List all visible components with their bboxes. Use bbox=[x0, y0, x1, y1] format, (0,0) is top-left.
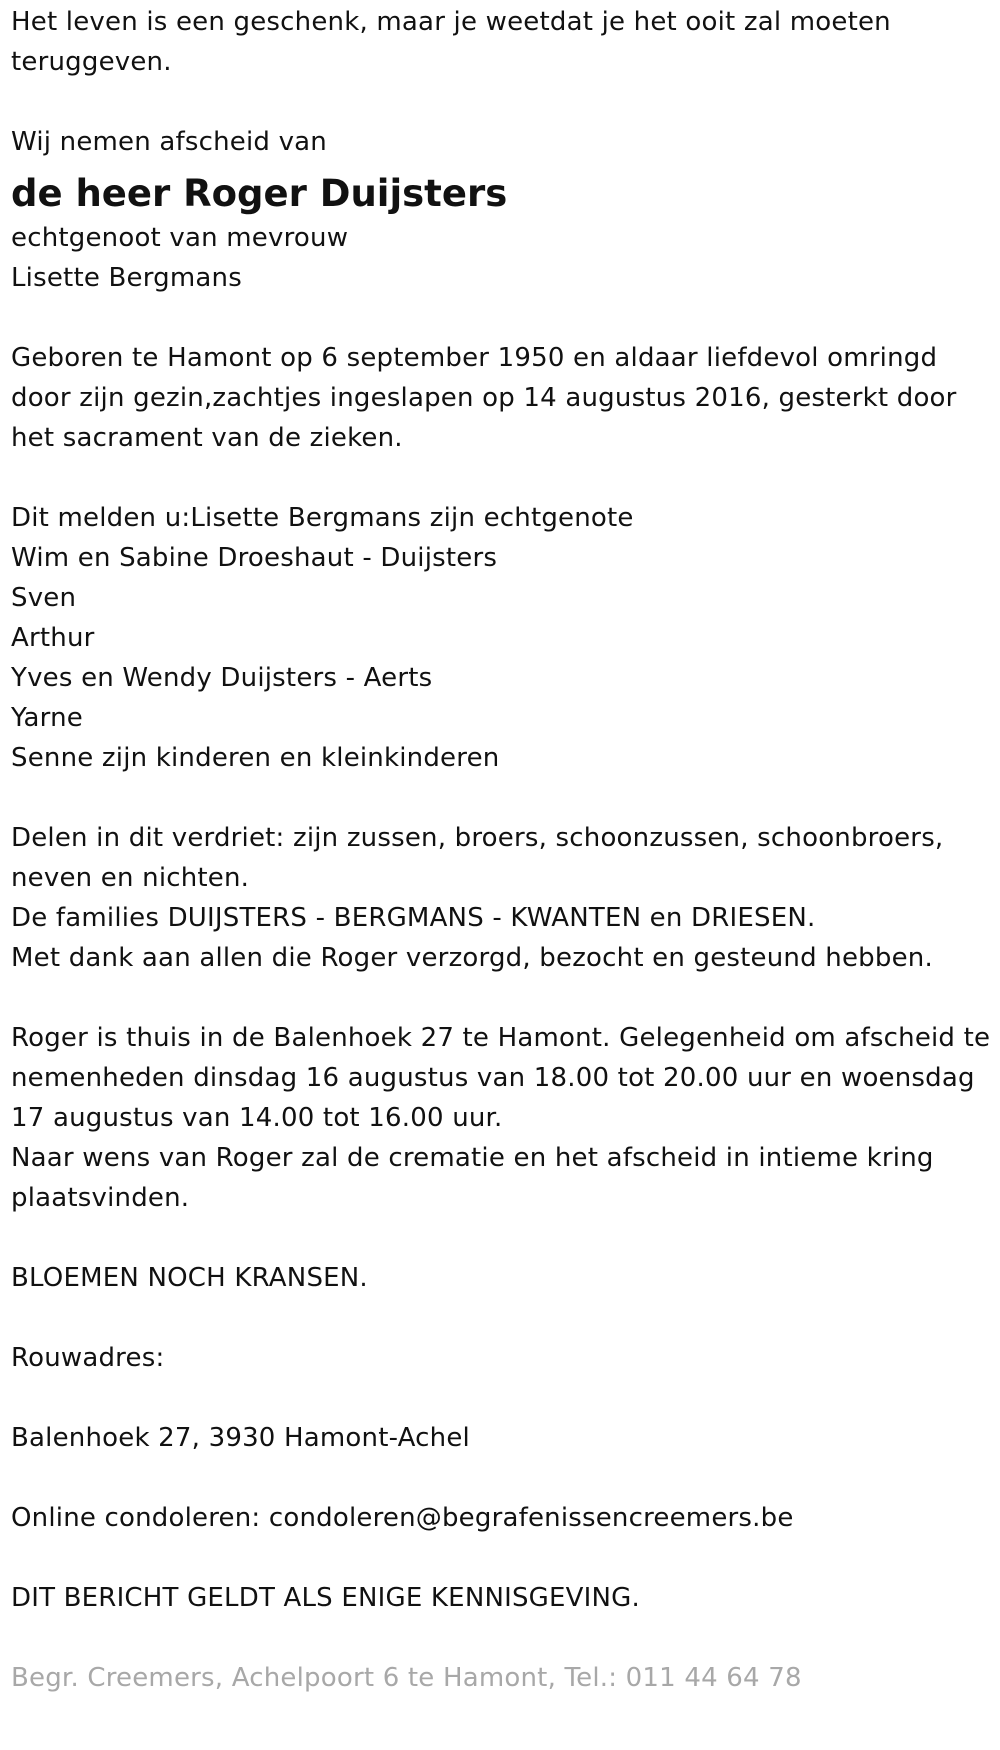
birth-death-line-2: door zijn gezin,zachtjes ingeslapen op 14 augustus 2016, gesterkt door bbox=[11, 383, 957, 413]
spacer bbox=[11, 1458, 1000, 1498]
birth-death-line-1: Geboren te Hamont op 6 september 1950 en aldaar liefdevol omringd bbox=[11, 343, 938, 373]
family-line: Senne zijn kinderen en kleinkinderen bbox=[11, 743, 500, 773]
funeral-home-footer: Begr. Creemers, Achelpoort 6 te Hamont, Tel.: 011 44 64 78 bbox=[11, 1663, 802, 1693]
family-line: Yves en Wendy Duijsters - Aerts bbox=[11, 663, 433, 693]
visitation-line-4: Naar wens van Roger zal de crematie en het afscheid in intieme kring bbox=[11, 1143, 934, 1173]
family-line: Yarne bbox=[11, 703, 83, 733]
spacer bbox=[11, 1618, 1000, 1658]
spouse-line-2: Lisette Bergmans bbox=[11, 263, 242, 293]
family-line: Arthur bbox=[11, 623, 95, 653]
sharing-line-4: Met dank aan allen die Roger verzorgd, bezocht en gesteund hebben. bbox=[11, 943, 933, 973]
quote-line-2: teruggeven. bbox=[11, 47, 172, 77]
spacer bbox=[11, 298, 1000, 338]
family-line: Dit melden u:Lisette Bergmans zijn echtgenote bbox=[11, 503, 634, 533]
online-condolences: Online condoleren: condoleren@begrafenissencreemers.be bbox=[11, 1503, 794, 1533]
family-line: Wim en Sabine Droeshaut - Duijsters bbox=[11, 543, 498, 573]
spacer bbox=[11, 458, 1000, 498]
visitation-line-5: plaatsvinden. bbox=[11, 1183, 190, 1213]
spacer bbox=[11, 1298, 1000, 1338]
quote-line-1: Het leven is een geschenk, maar je weetdat je het ooit zal moeten bbox=[11, 7, 891, 37]
farewell-text: Wij nemen afscheid van bbox=[11, 127, 327, 157]
spouse-line-1: echtgenoot van mevrouw bbox=[11, 223, 349, 253]
spacer bbox=[11, 778, 1000, 818]
sharing-line-3: De families DUIJSTERS - BERGMANS - KWANTEN en DRIESEN. bbox=[11, 903, 816, 933]
visitation-line-3: 17 augustus van 14.00 tot 16.00 uur. bbox=[11, 1103, 503, 1133]
spacer bbox=[11, 82, 1000, 122]
visitation-line-1: Roger is thuis in de Balenhoek 27 te Hamont. Gelegenheid om afscheid te bbox=[11, 1023, 991, 1053]
spacer bbox=[11, 1378, 1000, 1418]
birth-death-line-3: het sacrament van de zieken. bbox=[11, 423, 403, 453]
spacer bbox=[11, 1218, 1000, 1258]
spacer bbox=[11, 1538, 1000, 1578]
family-line: Sven bbox=[11, 583, 77, 613]
mourning-address-label: Rouwadres: bbox=[11, 1343, 165, 1373]
mourning-address: Balenhoek 27, 3930 Hamont-Achel bbox=[11, 1423, 470, 1453]
only-notice: DIT BERICHT GELDT ALS ENIGE KENNISGEVING. bbox=[11, 1583, 640, 1613]
flowers-notice: BLOEMEN NOCH KRANSEN. bbox=[11, 1263, 368, 1293]
deceased-name: de heer Roger Duijsters bbox=[11, 172, 508, 215]
visitation-line-2: nemenheden dinsdag 16 augustus van 18.00 tot 20.00 uur en woensdag bbox=[11, 1063, 975, 1093]
sharing-line-2: neven en nichten. bbox=[11, 863, 250, 893]
spacer bbox=[11, 978, 1000, 1018]
sharing-line-1: Delen in dit verdriet: zijn zussen, broers, schoonzussen, schoonbroers, bbox=[11, 823, 944, 853]
